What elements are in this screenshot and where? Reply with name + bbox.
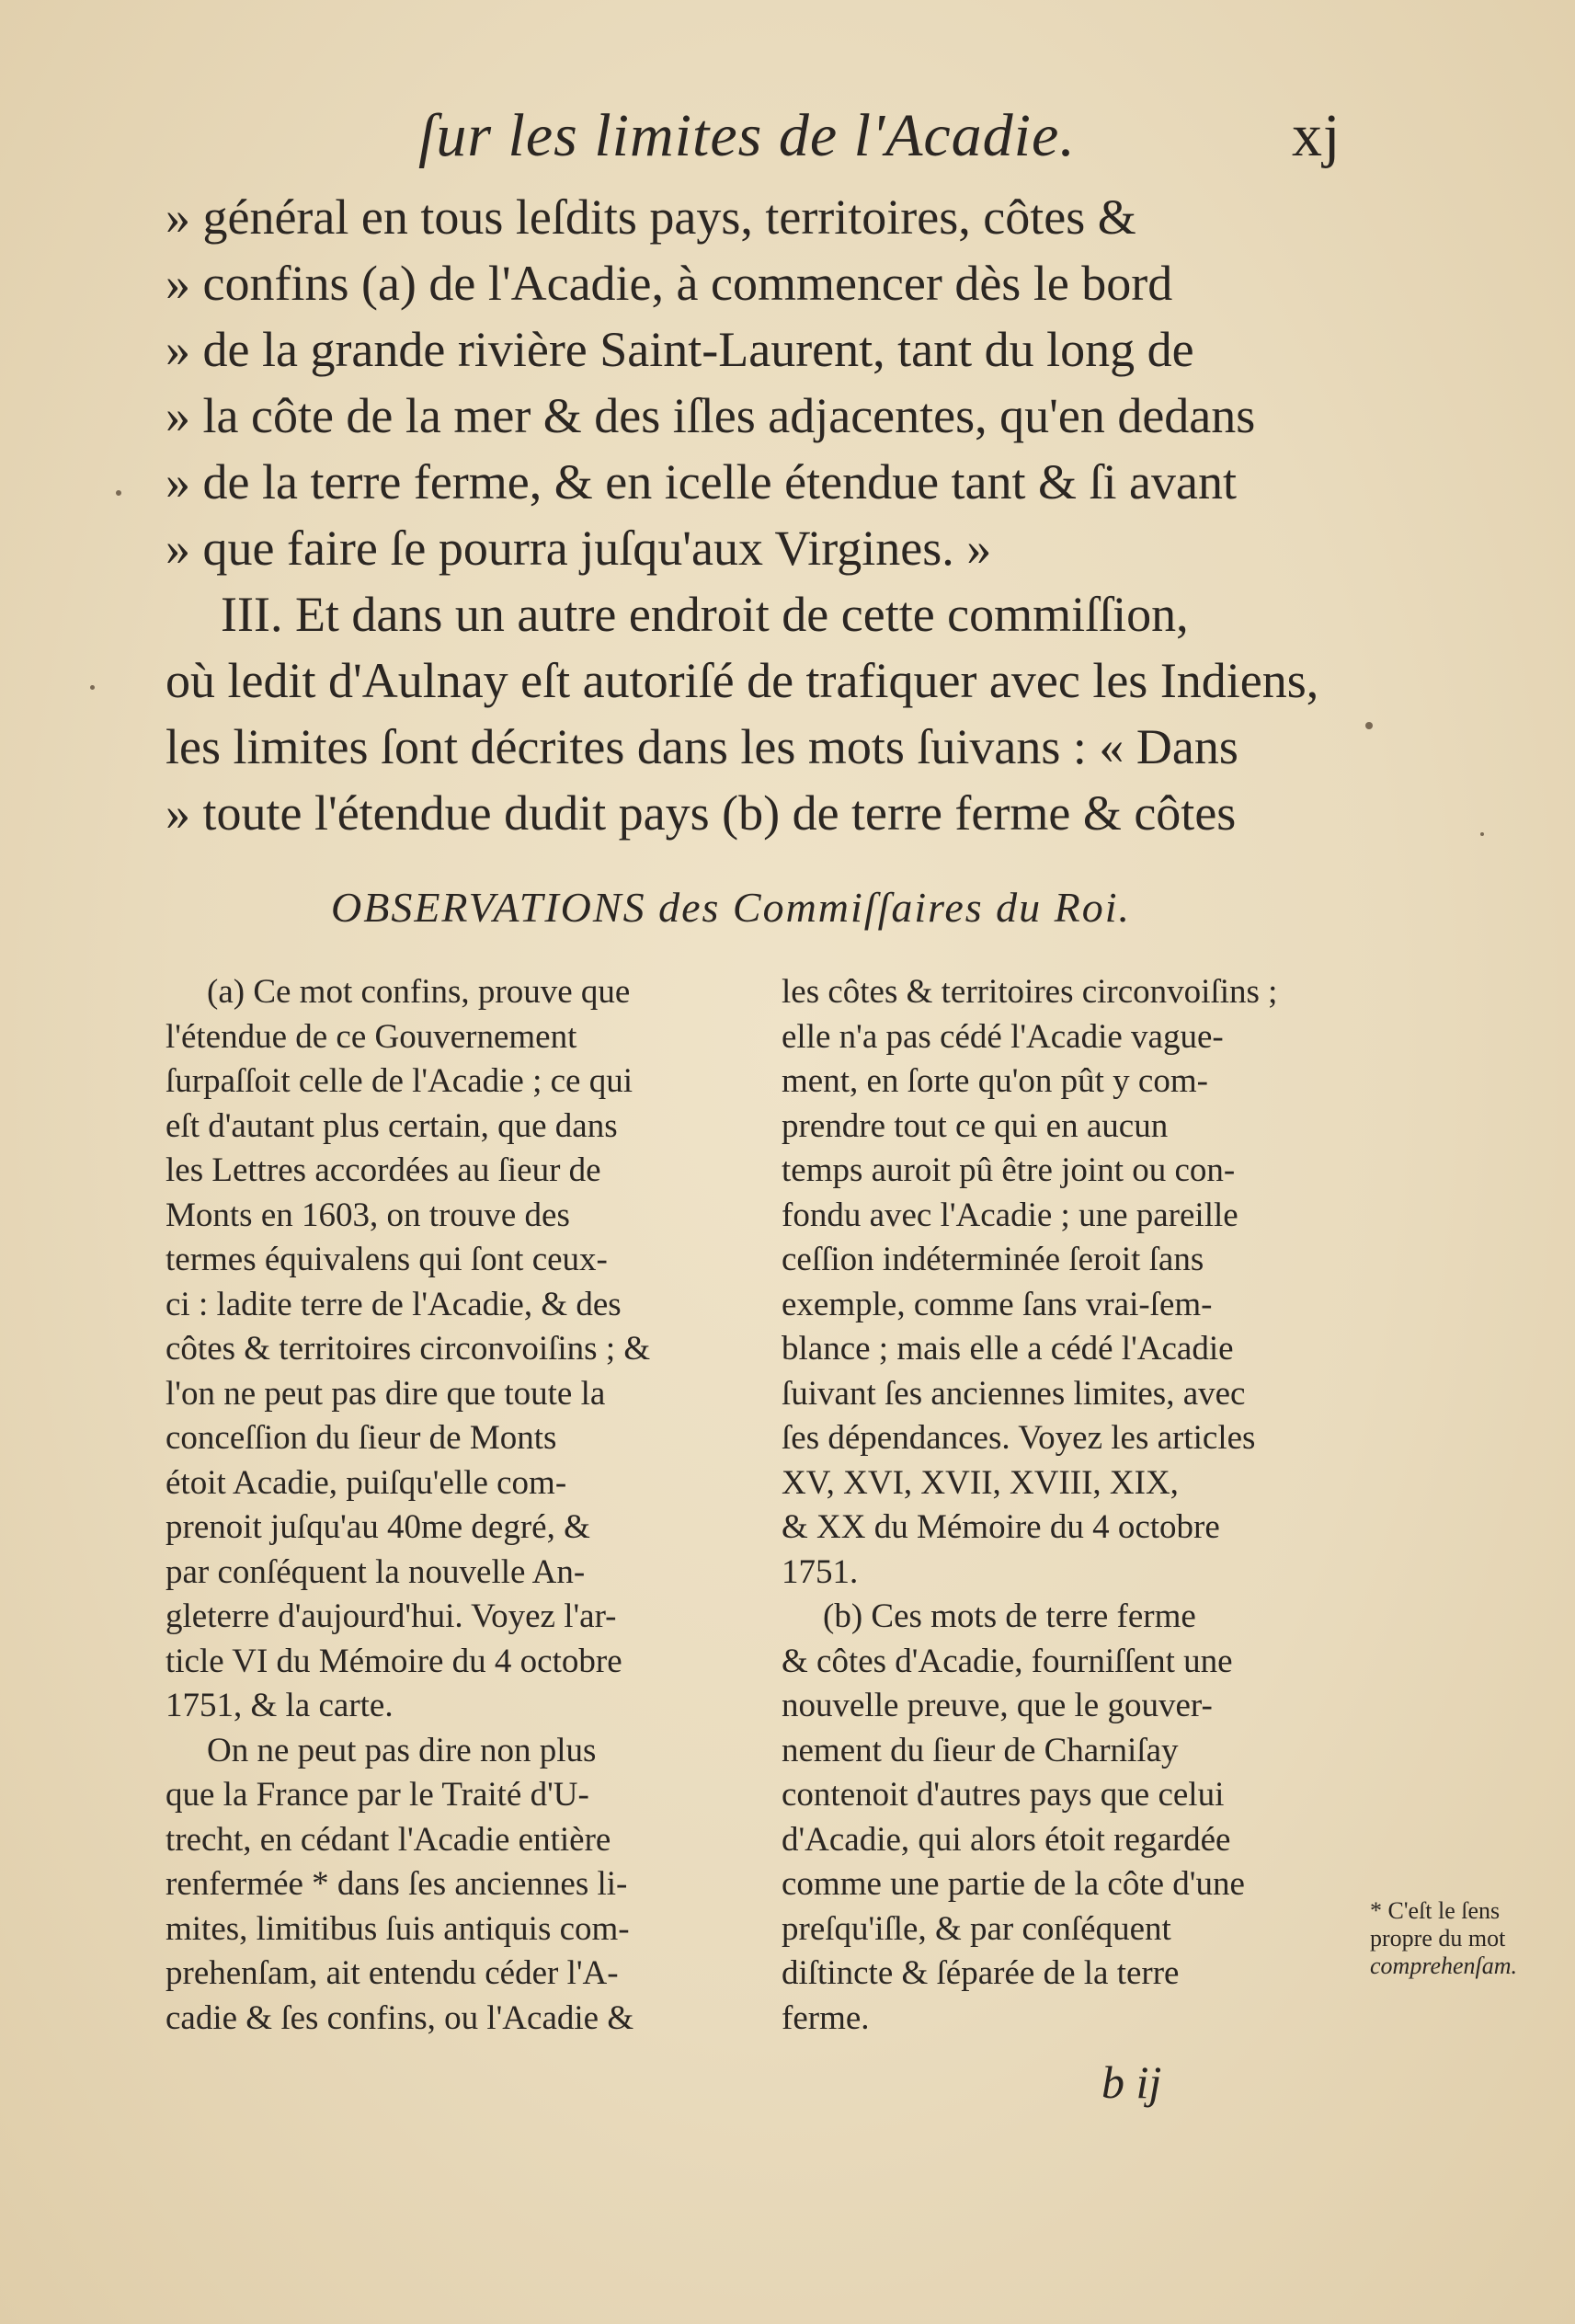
main-text-line: » général en tous leſdits pays, territoires, côtes & [165, 189, 1136, 245]
note-line: (a) Ce mot confins, prouve que [207, 973, 631, 1011]
page-number: xj [1292, 102, 1341, 169]
note-line: mites, limitibus ſuis antiquis com- [165, 1909, 630, 1948]
note-line: par conſéquent la nouvelle An- [165, 1552, 586, 1591]
note-line: nement du ſieur de Charniſay [782, 1731, 1179, 1769]
note-line: ferme. [782, 1998, 870, 2037]
signature-mark: b ij [1101, 2056, 1162, 2108]
note-line: ceſſion indéterminée ſeroit ſans [782, 1241, 1204, 1278]
note-line: ticle VI du Mémoire du 4 octobre [165, 1642, 622, 1680]
main-text-line: où ledit d'Aulnay eſt autoriſé de trafiquer avec les Indiens, [165, 653, 1319, 708]
margin-note [1370, 1897, 1572, 1980]
note-line: ci : ladite terre de l'Acadie, & des [165, 1285, 622, 1323]
main-text-line: » toute l'étendue dudit pays (b) de terre ferme & côtes [165, 785, 1237, 841]
main-text-line: » confins (a) de l'Acadie, à commencer dès le bord [165, 256, 1173, 311]
note-line: ſuivant ſes anciennes limites, avec [782, 1374, 1246, 1413]
running-head-title: ſur les limites de l'Acadie. [418, 102, 1076, 169]
note-line: ſurpaſſoit celle de l'Acadie ; ce qui [165, 1062, 633, 1100]
note-line: ment, en ſorte qu'on pût y com- [782, 1062, 1208, 1100]
note-line: prendre tout ce qui en aucun [782, 1106, 1169, 1145]
note-line: contenoit d'autres pays que celui [782, 1776, 1225, 1814]
note-line: Monts en 1603, on trouve des [165, 1196, 570, 1234]
main-text-line: » de la terre ferme, & en icelle étendue tant & ſi avant [165, 454, 1237, 509]
note-line: blance ; mais elle a cédé l'Acadie [782, 1330, 1234, 1368]
note-line: côtes & territoires circonvoiſins ; & [165, 1330, 651, 1368]
main-text [165, 184, 1361, 846]
note-line: les Lettres accordées au ſieur de [165, 1151, 601, 1189]
note-line: d'Acadie, qui alors étoit regardée [782, 1820, 1231, 1859]
note-line: prehenſam, ait entendu céder l'A- [165, 1954, 619, 1992]
note-line: ſes dépendances. Voyez les articles [782, 1419, 1256, 1457]
main-text-line: » la côte de la mer & des iſles adjacentes, qu'en dedans [165, 388, 1256, 443]
margin-note-line: comprehenſam. [1370, 1952, 1518, 1979]
note-line: exemple, comme ſans vrai-ſem- [782, 1285, 1213, 1323]
note-line: cadie & ſes confins, ou l'Acadie & [165, 1998, 634, 2037]
note-line: comme une partie de la côte d'une [782, 1865, 1245, 1903]
main-text-line: » de la grande rivière Saint-Laurent, tant du long de [165, 322, 1194, 377]
note-line: & XX du Mémoire du 4 octobre [782, 1508, 1220, 1546]
note-line: renfermée * dans ſes anciennes li- [165, 1865, 628, 1903]
note-line: les côtes & territoires circonvoiſins ; [782, 973, 1278, 1011]
paper-speck [1365, 722, 1373, 729]
margin-note-line: * C'eſt le ſens [1370, 1897, 1501, 1924]
note-line: (b) Ces mots de terre ferme [823, 1597, 1196, 1635]
note-line: 1751, & la carte. [165, 1687, 394, 1724]
note-line: fondu avec l'Acadie ; une pareille [782, 1196, 1238, 1234]
note-line: gleterre d'aujourd'hui. Voyez l'ar- [165, 1597, 617, 1635]
main-text-line: » que faire ſe pourra juſqu'aux Virgines. » [165, 521, 992, 576]
note-line: elle n'a pas cédé l'Acadie vague- [782, 1017, 1224, 1056]
margin-note-line: propre du mot [1370, 1925, 1506, 1952]
note-line: preſqu'iſle, & par conſéquent [782, 1909, 1171, 1948]
note-line: nouvelle preuve, que le gouver- [782, 1687, 1213, 1724]
note-line: 1751. [782, 1552, 859, 1591]
note-line: l'étendue de ce Gouvernement [165, 1017, 577, 1056]
note-line: étoit Acadie, puiſqu'elle com- [165, 1463, 567, 1502]
note-line: l'on ne peut pas dire que toute la [165, 1374, 606, 1413]
left-column [165, 970, 736, 2041]
main-text-line: III. Et dans un autre endroit de cette commiſſion, [221, 587, 1189, 642]
observations-heading: OBSERVATIONS des Commiſſaires du Roi. [331, 884, 1132, 931]
paper-speck [116, 490, 121, 496]
note-line: eſt d'autant plus certain, que dans [165, 1106, 618, 1145]
note-line: XV, XVI, XVII, XVIII, XIX, [782, 1463, 1179, 1502]
paper-speck [90, 685, 95, 690]
note-line: temps auroit pû être joint ou con- [782, 1151, 1236, 1189]
note-line: prenoit juſqu'au 40me degré, & [165, 1508, 590, 1546]
note-line: On ne peut pas dire non plus [207, 1731, 597, 1769]
note-line: diſtincte & ſéparée de la terre [782, 1954, 1180, 1992]
note-line: termes équivalens qui ſont ceux- [165, 1241, 608, 1278]
note-line: que la France par le Traité d'U- [165, 1776, 589, 1814]
note-line: conceſſion du ſieur de Monts [165, 1419, 557, 1457]
paper-speck [1480, 832, 1484, 836]
note-line: & côtes d'Acadie, fourniſſent une [782, 1642, 1233, 1680]
note-line: trecht, en cédant l'Acadie entière [165, 1820, 611, 1859]
main-text-line: les limites ſont décrites dans les mots ſuivans : « Dans [165, 719, 1238, 774]
right-column [782, 970, 1352, 2041]
